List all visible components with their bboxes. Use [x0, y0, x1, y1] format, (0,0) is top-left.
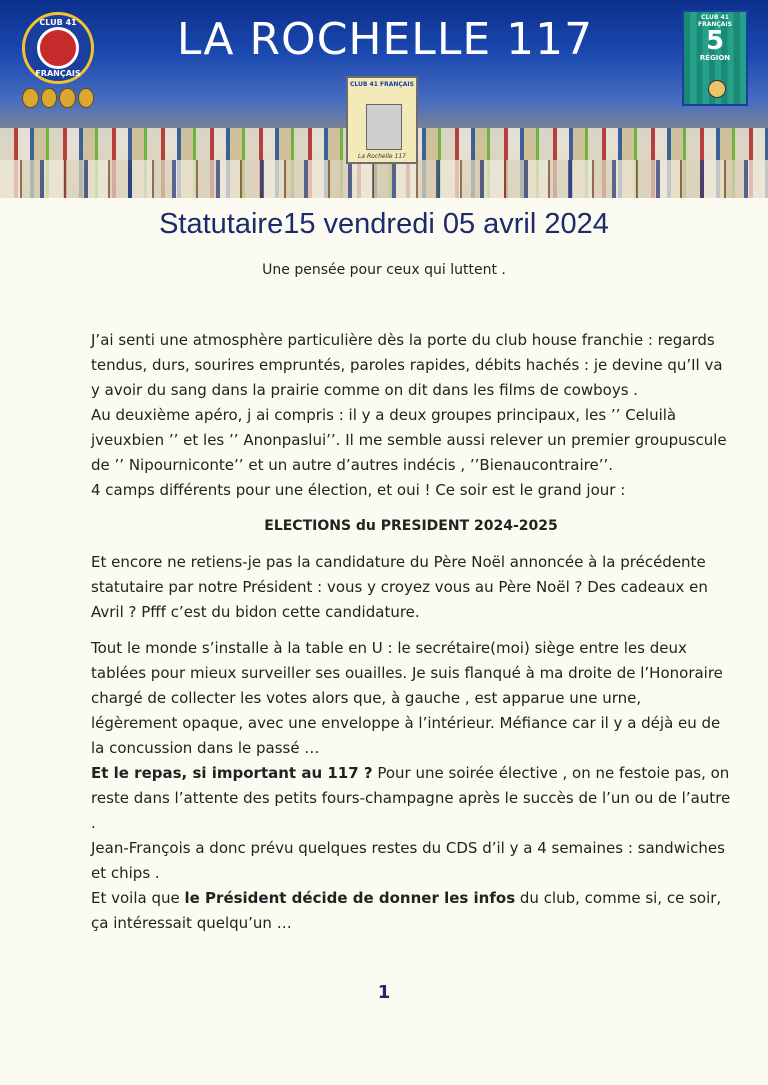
page-title: LA ROCHELLE 117 — [176, 14, 594, 65]
emblem-title: CLUB 41 FRANÇAIS — [350, 81, 414, 88]
paragraph: Et encore ne retiens-je pas la candidature du Père Noël annoncée à la précédente statutaire par notre Président : vous y croyez vous au Père Noël ? Des cadeaux en Avril ? Pfff c’est du bidon cette candidature. — [91, 553, 708, 621]
paragraph: Tout le monde s’installe à la table en U : le secrétaire(moi) siège entre les deux tablées pour mieux surveiller ses ouailles. Je suis flanqué à ma droite de l’Honoraire chargé de collecter les votes alors que, à gauche , est apparue une urne, légèrement opaque, avec une enveloppe à l’intérieur. Méfiance car il y a déjà eu de la concussion dans le passé … — [91, 639, 723, 757]
logo-text-top: CLUB 41 — [39, 18, 77, 27]
club41-logo — [22, 12, 94, 84]
paragraph — [91, 761, 731, 836]
pennants-decoration-lower — [0, 160, 768, 198]
paragraph: 4 camps différents pour une élection, et oui ! Ce soir est le grand jour : — [91, 481, 626, 499]
medals-row — [22, 88, 94, 108]
page-number: 1 — [377, 982, 391, 1003]
document-title: Statutaire15 vendredi 05 avril 2024 — [159, 208, 609, 240]
section-heading: ELECTIONS du PRESIDENT 2024-2025 — [264, 518, 558, 534]
bold-phrase: le Président décide de donner les infos — [184, 889, 516, 907]
medal-icon — [59, 88, 76, 108]
badge-top-text: CLUB 41 FRANÇAIS — [698, 14, 732, 28]
medal-icon — [22, 88, 39, 108]
badge-region: RÉGION — [699, 54, 731, 62]
badge-number: 5 — [705, 26, 725, 56]
tower-icon — [366, 104, 402, 150]
region-badge — [682, 10, 748, 106]
paragraph: J’ai senti une atmosphère particulière dès la porte du club house franchie : regards tendus, durs, sourires empruntés, paroles rapides, débits hachés : je devine qu’Il va y avoir du sang dans la prairie comme on dit dans les films de cowboys . — [91, 331, 723, 399]
emblem-signature: La Rochelle 117 — [358, 153, 406, 160]
paragraph: Au deuxième apéro, j ai compris : il y a deux groupes principaux, les ’’ Celuilà jveuxbien ’’ et les ’’ Anonpaslui’’. Il me semble aussi relever un premier groupuscule de ’’ Nipourniconte’’ et un autre d’autres indécis , ’’Bienaucontraire’’. — [91, 406, 727, 474]
logo-target-icon — [37, 27, 79, 69]
bold-phrase: Et le repas, si important au 117 ? — [91, 764, 373, 782]
la-rochelle-emblem — [346, 76, 418, 164]
badge-seal-icon — [708, 80, 726, 98]
medal-icon — [41, 88, 58, 108]
medal-icon — [78, 88, 95, 108]
article-body — [91, 328, 731, 936]
paragraph-text: Pour une soirée élective , on ne festoie pas, on reste dans l’attente des petits fours-champagne après le succès de l’un ou de l’autre . — [91, 764, 731, 832]
logo-text-bottom: FRANÇAIS — [35, 69, 81, 78]
header-banner — [0, 0, 768, 198]
document-subtitle: Une pensée pour ceux qui luttent . — [262, 262, 506, 278]
paragraph: Jean-François a donc prévu quelques restes du CDS d’il y a 4 semaines : sandwiches et chips . — [91, 839, 725, 882]
paragraph-text: du club, comme si, ce soir, ça intéressait quelqu’un … — [91, 889, 722, 932]
paragraph-text: Et voila que — [91, 889, 185, 907]
paragraph — [91, 886, 731, 936]
